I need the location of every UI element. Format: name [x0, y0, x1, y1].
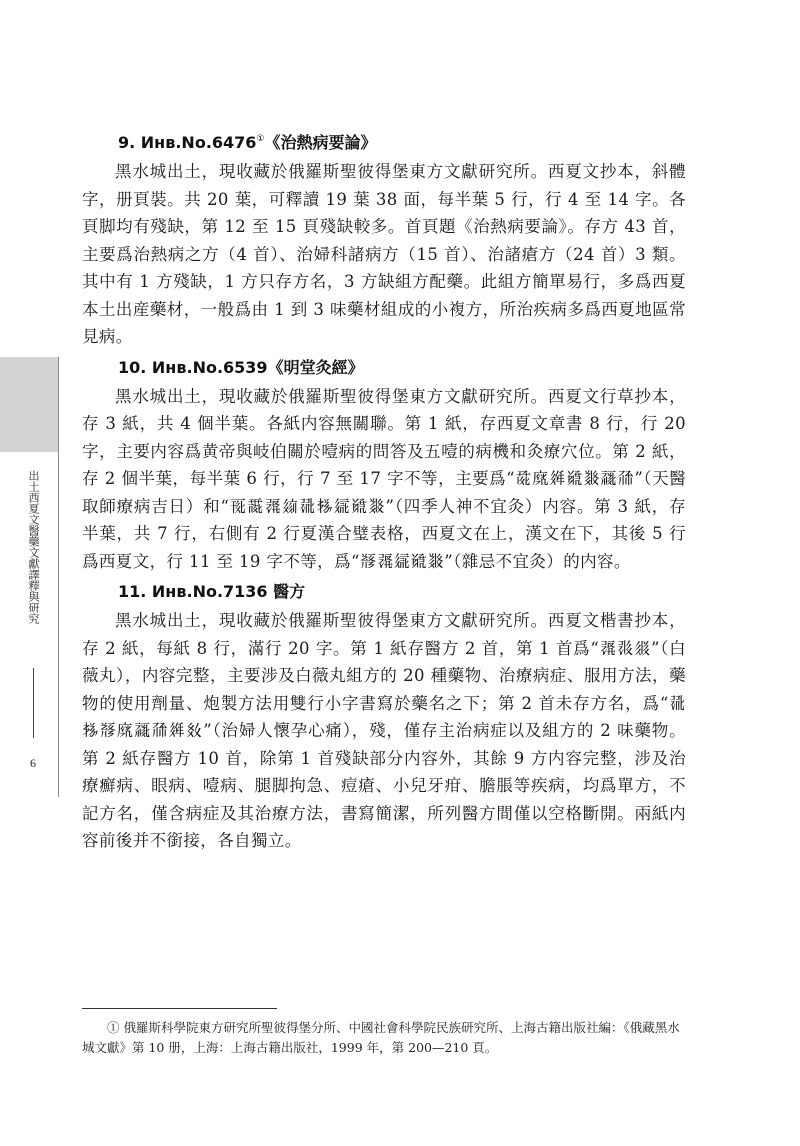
main-content — [82, 128, 686, 861]
side-divider — [58, 357, 59, 797]
section-paragraph-11: 黑水城出土，現收藏於俄羅斯聖彼得堡東方文獻研究所。西夏文楷書抄本，存 2 紙，每紙 8 行，滿行 20 字。第 1 紙存醫方 2 首，第 1 首爲“𗖛𗖃𗼎”（白薇丸），内容完整，主要涉及白薇丸組方的 20 種藥物、治療病症、服用方法，藥物的使用劑量、炮製方法用雙行小字書寫於藥名之下；第 2 首未存方名，爲“𗖚𗈪𘃡𗐢𗹙𗗙𗤶𗾈”（治婦人懷孕心痛），殘，僅存主治病症以及組方的 2 味藥物。第 2 紙存醫方 10 首，除第 1 首殘缺部分内容外，其餘 9 方内容完整，涉及治療癬病、眼病、噎病、腿脚拘急、痘瘡、小兒牙疳、膽脹等疾病，均爲單方，不記方名，僅含病症及其治療方法，書寫簡潔，所列醫方間僅以空格斷開。兩紙内容前後并不銜接，各自獨立。 — [82, 611, 686, 850]
footnote-mark[interactable]: ① — [256, 134, 265, 144]
heading-number: 11. Инв.No.7136 — [118, 582, 268, 601]
running-book-title: 出土西夏文醫藥文獻譯釋與研究 — [27, 470, 40, 624]
heading-number: 9. Инв.No.6476 — [118, 133, 257, 152]
heading-title: 《明堂灸經》 — [267, 357, 364, 377]
section-paragraph-10: 黑水城出土，現收藏於俄羅斯聖彼得堡東方文獻研究所。西夏文行草抄本，存 3 紙，共 4 個半葉。各紙内容無關聯。第 1 紙，存西夏文章書 8 行，行 20 字，主要内容爲黄帝與岐伯關於噎病的問答及五噎的病機和灸療穴位。第 2 紙，存 2 個半葉，每半葉 6 行，行 7 至 17 字不等，主要爲“𗱕𗐢𗤶𘍦𘏨𗹙𗗙”（天醫取師療病吉日）和“𗀔𗵘𗖛𗦻𗖚𗈪𗦇𘍦𘏨”（四季人神不宜灸）内容。第 3 紙，存半葉，共 7 行，右側有 2 行夏漢合璧表格，西夏文在上，漢文在下，其後 5 行爲西夏文，行 11 至 19 字不等，爲“𘃡𗖛𗦇𘍦𘏨”（雜忌不宜灸）的内容。 — [82, 386, 686, 571]
heading-number: 10. Инв.No.6539 — [118, 357, 268, 377]
side-tab-marker — [0, 357, 58, 452]
running-title-rule — [33, 668, 34, 738]
heading-title: 醫方 — [273, 582, 306, 601]
section-heading-10 — [82, 357, 686, 379]
heading-title: 《治熱病要論》 — [264, 133, 377, 152]
section-heading-9 — [82, 128, 686, 154]
section-paragraph-9: 黑水城出土，現收藏於俄羅斯聖彼得堡東方文獻研究所。西夏文抄本，斜體字，册頁裝。共 20 葉，可釋讀 19 葉 38 面，每半葉 5 行，行 4 至 14 字。各頁脚均有殘缺，第 12 至 15 頁殘缺較多。首頁題《治熱病要論》。存方 43 首，主要爲治熱病之方（4 首）、治婦科諸病方（15 首）、治諸瘡方（24 首）3 類。其中有 1 方殘缺，1 方只存方名，3 方缺組方配藥。此組方簡單易行，多爲西夏本土出産藥材，一般爲由 1 到 3 味藥材組成的小複方，所治疾病多爲西夏地區常見病。 — [82, 162, 686, 346]
footnote: ① 俄羅斯科學院東方研究所聖彼得堡分所、中國社會科學院民族研究所、上海古籍出版社編：《俄藏黑水城文獻》第 10 册，上海：上海古籍出版社，1999 年，第 200—210 頁。 — [82, 1020, 680, 1055]
page-number: 6 — [30, 756, 36, 770]
section-heading-11 — [82, 581, 686, 603]
footnote-divider — [82, 1008, 277, 1009]
